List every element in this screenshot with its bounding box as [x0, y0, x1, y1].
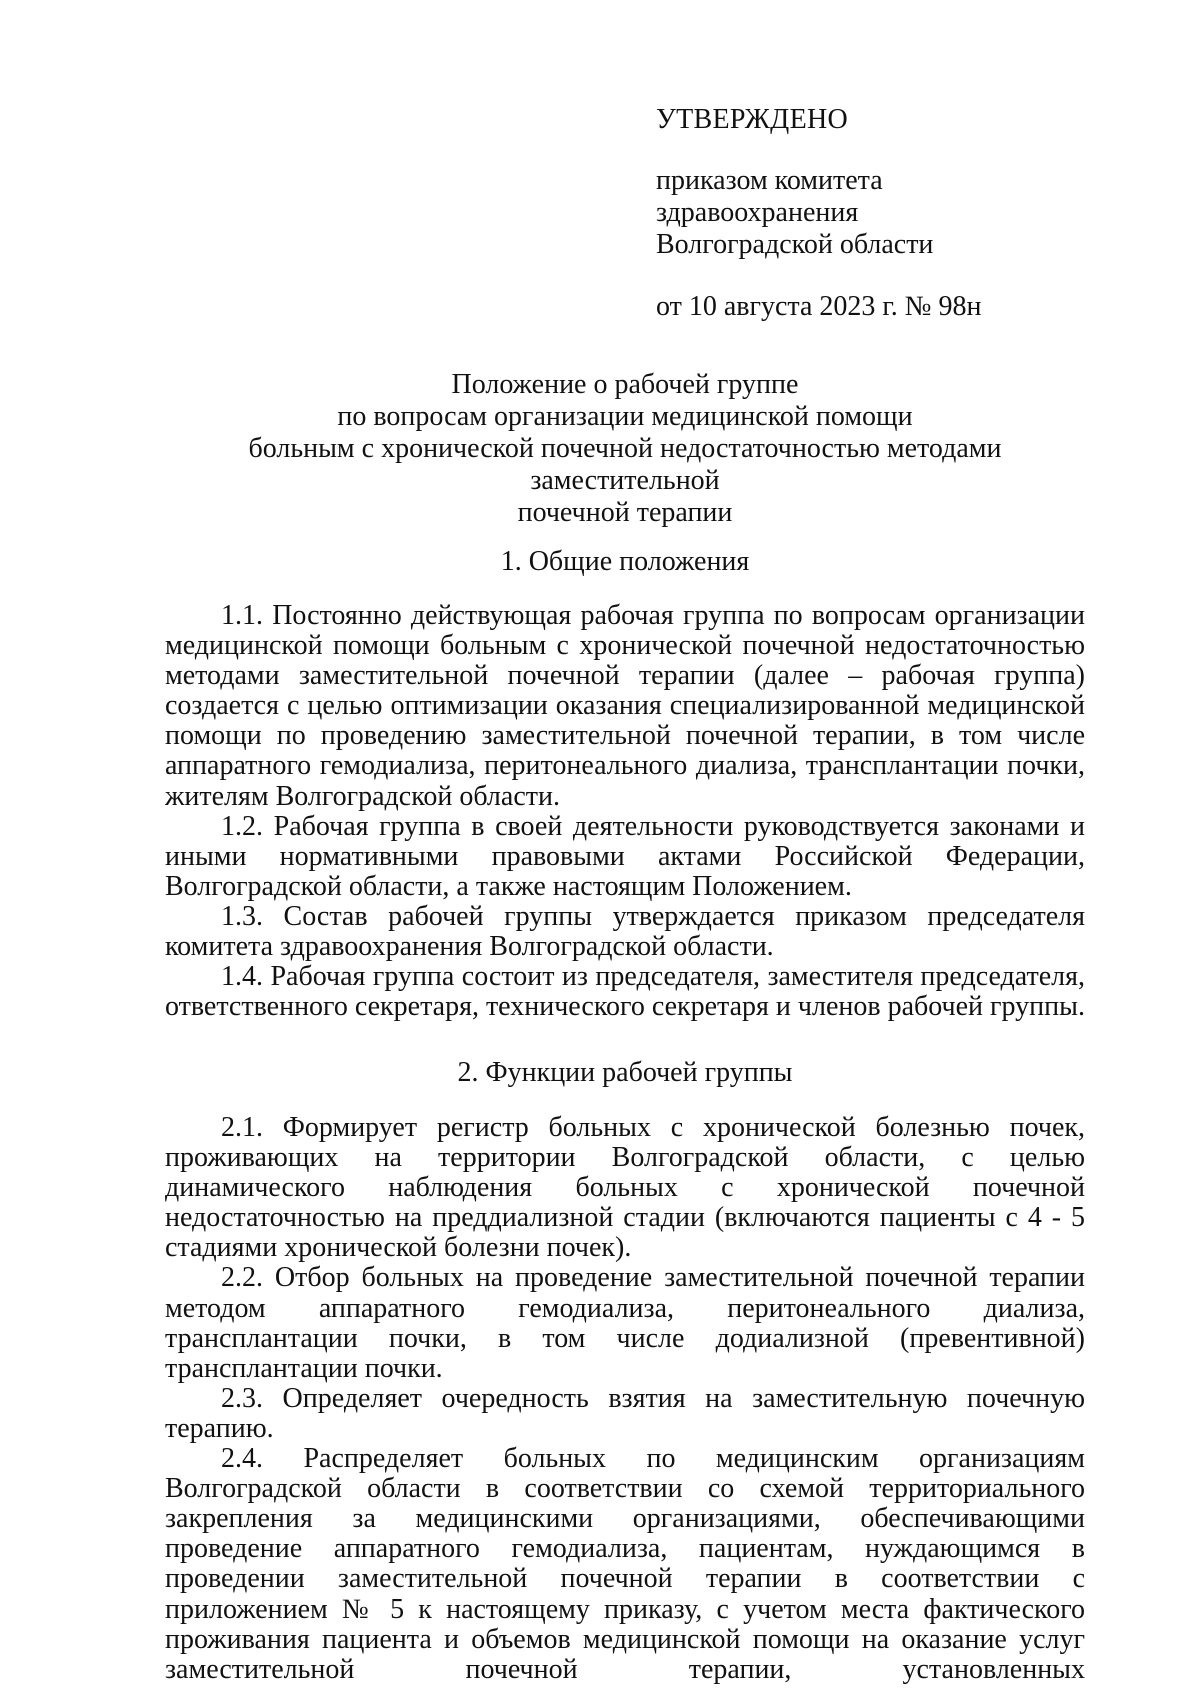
section-heading-general: 1. Общие положения: [500, 546, 750, 577]
document-title: [160, 369, 1090, 529]
section-body-general: [165, 601, 1085, 1022]
section-body-functions: [165, 1113, 1085, 1685]
title-line: Положение о рабочей группе: [451, 369, 799, 400]
approval-order-line: приказом комитета: [656, 165, 883, 196]
paragraph: 1.3. Состав рабочей группы утверждается приказом председателя комитета здравоохранения Волгоградской области.: [165, 900, 1085, 963]
approval-order-line: Волгоградской области: [656, 229, 934, 260]
paragraph: 1.1. Постоянно действующая рабочая группа по вопросам организации медицинской помощи больным с хронической почечной недостаточностью методами заместительной почечной терапии (далее – рабочая группа) создается с целью оптимизации оказания специализированной медицинской помощи по проведению заместительной почечной терапии, в том числе аппаратного гемодиализа, перитонеального диализа, трансплантации почки, жителям Волгоградской области.: [165, 600, 1085, 812]
paragraph: 2.2. Отбор больных на проведение заместительной почечной терапии методом аппаратного гемодиализа, перитонеального диализа, трансплантации почки, в том числе додиализной (превентивной) трансплантации почки.: [165, 1262, 1085, 1384]
paragraph: 2.3. Определяет очередность взятия на заместительную почечную терапию.: [165, 1382, 1085, 1444]
approval-date-number: от 10 августа 2023 г. № 98н: [656, 291, 982, 322]
title-line: почечной терапии: [517, 497, 733, 528]
title-line: по вопросам организации медицинской помощи: [337, 401, 913, 432]
paragraph: 1.2. Рабочая группа в своей деятельности руководствуется законами и иными нормативными правовыми актами Российской Федерации, Волгоградской области, а также настоящим Положением.: [165, 810, 1085, 902]
approved-label: УТВЕРЖДЕНО: [656, 104, 849, 135]
approval-stamp: [656, 104, 1136, 323]
paragraph: 2.4. Распределяет больных по медицинским организациям Волгоградской области в соответствии со схемой территориального закрепления за медицинскими организациями, обеспечивающими проведение аппаратного гемодиализа, пациентам, нуждающимся в проведении заместительной почечной терапии в соответствии с приложением № 5 к настоящему приказу, с учетом места фактического проживания пациента и объемов медицинской помощи на оказание услуг заместительной почечной терапии, установленных: [165, 1443, 1085, 1685]
paragraph: 2.1. Формирует регистр больных с хронической болезнью почек, проживающих на территории Волгоградской области, с целью динамического наблюдения больных с хронической почечной недостаточностью на преддиализной стадии (включаются пациенты с 4 - 5 стадиями хронической болезни почек).: [165, 1112, 1085, 1264]
section-heading-functions: 2. Функции рабочей группы: [457, 1057, 793, 1088]
approval-order-line: здравоохранения: [656, 197, 859, 228]
title-line: больным с хронической почечной недостаточностью методами заместительной: [248, 433, 1002, 496]
paragraph: 1.4. Рабочая группа состоит из председателя, заместителя председателя, ответственного секретаря, технического секретаря и членов рабочей группы.: [165, 961, 1085, 1023]
